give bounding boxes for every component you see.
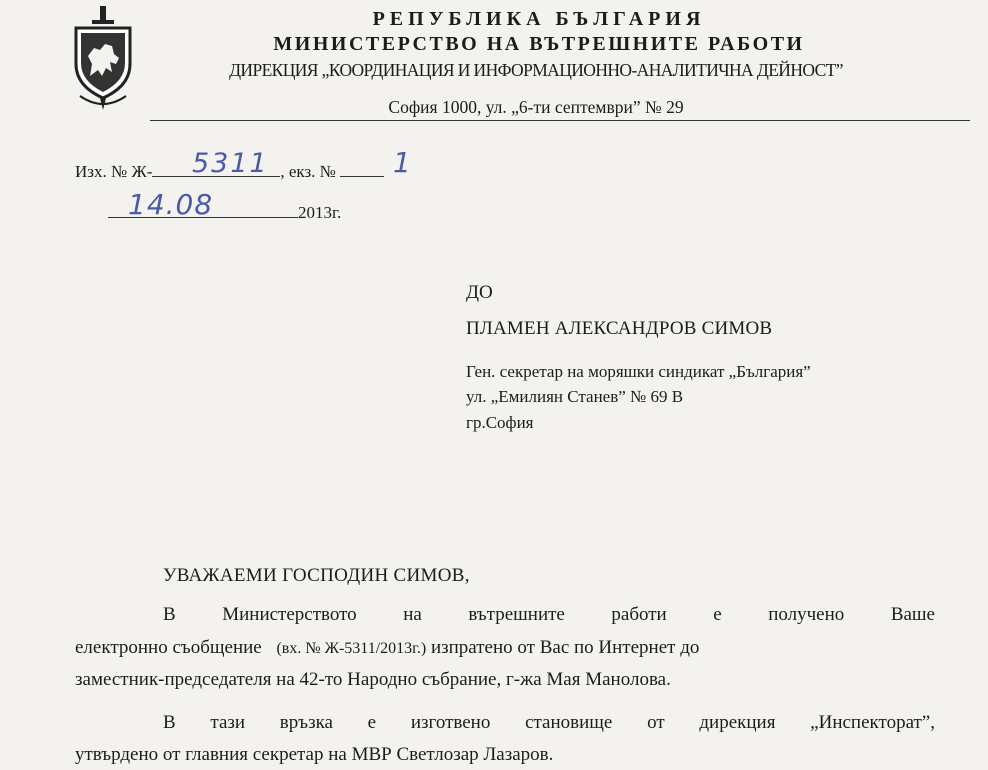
date-handwritten: 14.08 bbox=[128, 188, 214, 221]
header-address: София 1000, ул. „6-ти септември” № 29 bbox=[388, 97, 684, 117]
header-directorate: ДИРЕКЦИЯ „КООРДИНАЦИЯ И ИНФОРМАЦИОННО-АНАЛИТИЧНА ДЕЙНОСТ” bbox=[229, 60, 843, 80]
copy-number-label: , екз. № bbox=[280, 162, 336, 181]
paragraph-1-line-2-start: електронно съобщение bbox=[75, 637, 262, 658]
copy-number-handwritten: 1 bbox=[393, 146, 411, 179]
recipient-street: ул. „Емилиян Станев” № 69 В bbox=[466, 387, 684, 406]
recipient-to: ДО bbox=[466, 282, 493, 303]
paragraph-1-line-2 bbox=[75, 637, 935, 659]
recipient-city: гр.София bbox=[466, 413, 534, 432]
outgoing-number-handwritten: 5311 bbox=[192, 148, 269, 179]
paragraph-1-line-3: заместник-председателя на 42-то Народно събрание, г-жа Мая Манолова. bbox=[75, 669, 671, 690]
header-ministry: МИНИСТЕРСТВО НА ВЪТРЕШНИТЕ РАБОТИ bbox=[273, 33, 805, 55]
outgoing-number-label: Изх. № Ж- bbox=[75, 162, 153, 181]
recipient-position: Ген. секретар на моряшки синдикат „България” bbox=[466, 362, 811, 381]
date-year: 2013г. bbox=[298, 203, 342, 222]
incoming-reference: (вх. № Ж-5311/2013г.) bbox=[276, 640, 427, 657]
recipient-name: ПЛАМЕН АЛЕКСАНДРОВ СИМОВ bbox=[466, 318, 773, 339]
copy-number-field bbox=[340, 162, 384, 177]
paragraph-2-line-1: В тази връзка е изготвено становище от дирекция „Инспекторат”, bbox=[163, 712, 935, 733]
header-country: РЕПУБЛИКА БЪЛГАРИЯ bbox=[372, 8, 706, 30]
paragraph-1-line-2-end: изпратено от Вас по Интернет до bbox=[430, 637, 700, 658]
paragraph-2-line-2: утвърдено от главния секретар на МВР Светлозар Лазаров. bbox=[75, 744, 554, 765]
header-divider bbox=[150, 120, 970, 121]
paragraph-1-line-1: В Министерството на вътрешните работи е получено Ваше bbox=[163, 604, 935, 625]
salutation: УВАЖАЕМИ ГОСПОДИН СИМОВ, bbox=[163, 565, 470, 586]
